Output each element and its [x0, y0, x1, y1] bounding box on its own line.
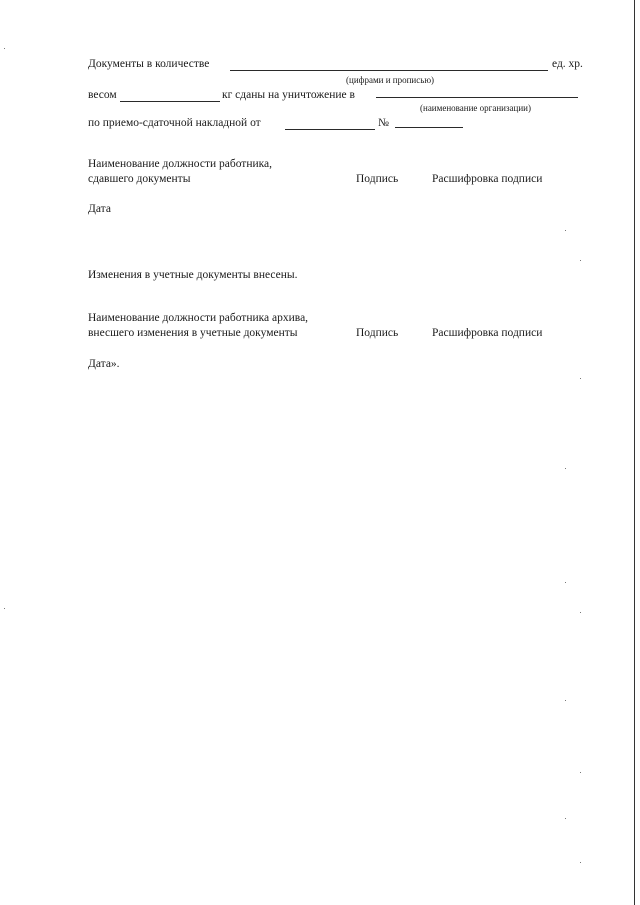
changes-note: Изменения в учетные документы внесены. [88, 269, 298, 281]
scan-speck [565, 818, 566, 819]
scan-speck [580, 378, 581, 379]
organization-field[interactable] [376, 97, 578, 98]
archive-signature-decoding-label: Расшифровка подписи [432, 327, 543, 339]
scan-speck [4, 48, 5, 49]
number-sign: № [378, 117, 389, 129]
date-label: Дата [88, 203, 111, 215]
storage-units-label: ед. хр. [552, 58, 583, 70]
archive-position-title-line2: внесшего изменения в учетные документы [88, 327, 298, 339]
position-title-line2: сдавшего документы [88, 173, 191, 185]
weight-field[interactable] [120, 101, 220, 102]
quantity-label: Документы в количестве [88, 58, 210, 70]
scan-speck [565, 700, 566, 701]
quantity-field[interactable] [230, 70, 548, 71]
scan-speck [565, 582, 566, 583]
organization-hint: (наименование организации) [420, 103, 531, 113]
scan-edge-line [634, 0, 635, 905]
scan-speck [580, 772, 581, 773]
archive-signature-label: Подпись [356, 327, 399, 339]
quantity-hint: (цифрами и прописью) [346, 75, 435, 85]
scan-speck [4, 608, 5, 609]
invoice-date-field[interactable] [285, 129, 375, 130]
scan-speck [580, 862, 581, 863]
archive-date-label: Дата». [88, 358, 120, 370]
invoice-label: по приемо-сдаточной накладной от [88, 117, 261, 129]
signature-label: Подпись [356, 173, 399, 185]
scan-speck [580, 260, 581, 261]
signature-decoding-label: Расшифровка подписи [432, 173, 543, 185]
invoice-number-field[interactable] [395, 127, 463, 128]
scan-speck [565, 468, 566, 469]
scan-speck [565, 230, 566, 231]
destroyed-at-label: кг сданы на уничтожение в [222, 89, 355, 101]
scan-speck [580, 612, 581, 613]
position-title-line1: Наименование должности работника, [88, 158, 273, 170]
archive-position-title-line1: Наименование должности работника архива, [88, 312, 309, 324]
weight-label: весом [88, 89, 117, 101]
